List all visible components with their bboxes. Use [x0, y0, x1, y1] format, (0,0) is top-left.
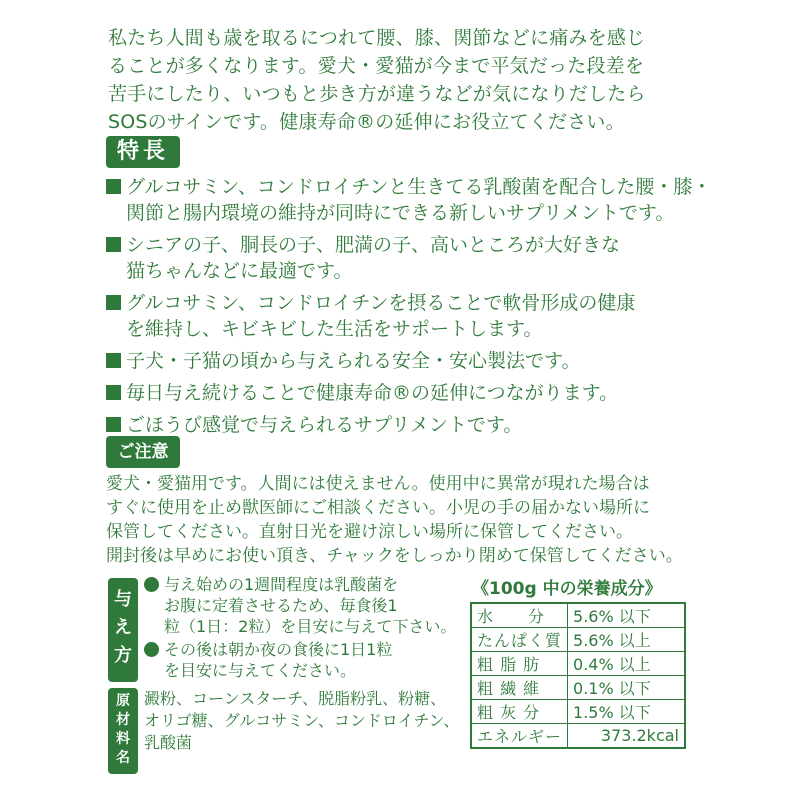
- nutrition-row: [471, 724, 685, 749]
- feature-item: [106, 348, 726, 374]
- howto-label: [108, 578, 138, 682]
- square-bullet-icon: [106, 295, 121, 310]
- feature-line: グルコサミン、コンドロイチンを摂ることで軟骨形成の健康: [126, 292, 636, 314]
- nutrition-value: 1.5% 以下: [568, 700, 685, 724]
- nutrition-row: [471, 700, 685, 724]
- howto-label-char: 方: [114, 645, 132, 666]
- feature-item: [106, 290, 726, 342]
- nutrition-row: [471, 676, 685, 700]
- ingredients-label-char: 料: [116, 731, 130, 747]
- feature-line: グルコサミン、コンドロイチンと生きてる乳酸菌を配合した腰・膝・: [126, 176, 712, 198]
- circle-bullet-icon: [144, 642, 159, 657]
- nutrition-name: 粗 灰 分: [471, 700, 568, 724]
- nutrition-table: [470, 602, 686, 749]
- square-bullet-icon: [106, 179, 121, 194]
- howto-line: 粒（1日：2粒）を目安に与えて下さい。: [164, 617, 457, 636]
- nutrition-value: 5.6% 以上: [568, 628, 685, 652]
- caution-line: すぐに使用を止め獣医師にご相談ください。小児の手の届かない場所に: [106, 498, 650, 518]
- ingredients-label-char: 材: [116, 712, 130, 728]
- caution-label: ご注意: [106, 436, 180, 468]
- ingredients-label-char: 原: [116, 693, 130, 709]
- feature-item: [106, 380, 726, 406]
- nutrition-row: [471, 603, 685, 628]
- howto-item: [144, 639, 464, 681]
- features-label: 特長: [106, 136, 180, 168]
- howto-list: [144, 574, 464, 683]
- nutrition-title: 《100g 中の栄養成分》: [472, 579, 662, 599]
- circle-bullet-icon: [144, 577, 159, 592]
- ingredients-label: [108, 688, 138, 774]
- feature-item: [106, 232, 726, 284]
- ingredients-label-char: 名: [116, 750, 130, 766]
- intro-text: [108, 24, 708, 136]
- nutrition-name: 粗 繊 維: [471, 676, 568, 700]
- nutrition-name: エネルギー: [471, 724, 568, 749]
- intro-line: ることが多くなります。愛犬・愛猫が今まで平気だった段差を: [108, 55, 645, 77]
- feature-line: 子犬・子猫の頃から与えられる安全・安心製法です。: [126, 350, 581, 372]
- howto-item: [144, 574, 464, 637]
- howto-line: 与え始めの1週間程度は乳酸菌を: [164, 575, 399, 594]
- intro-line: 私たち人間も歳を取るにつれて腰、膝、関節などに痛みを感じ: [108, 27, 646, 49]
- howto-label-char: え: [114, 617, 132, 638]
- caution-line: 愛犬・愛猫用です。人間には使えません。使用中に異常が現れた場合は: [106, 474, 650, 494]
- feature-line: ごほうび感覚で与えられるサプリメントです。: [126, 414, 523, 436]
- howto-line: その後は朝か夜の食後に1日1粒: [164, 640, 393, 659]
- nutrition-value: 5.6% 以下: [568, 603, 685, 628]
- square-bullet-icon: [106, 237, 121, 252]
- ingredients-line: オリゴ糖、グルコサミン、コンドロイチン、: [144, 711, 460, 730]
- feature-line: 猫ちゃんなどに最適です。: [126, 260, 353, 282]
- caution-line: 保管してください。直射日光を避け涼しい場所に保管してください。: [106, 522, 633, 542]
- square-bullet-icon: [106, 385, 121, 400]
- caution-text: [106, 472, 726, 568]
- intro-line: 苦手にしたり、いつもと歩き方が違うなどが気になりだしたら: [108, 83, 646, 105]
- square-bullet-icon: [106, 353, 121, 368]
- ingredients-text: [144, 688, 464, 754]
- nutrition-row: [471, 628, 685, 652]
- square-bullet-icon: [106, 417, 121, 432]
- nutrition-row: [471, 652, 685, 676]
- feature-item: [106, 412, 726, 438]
- caution-line: 開封後は早めにお使い頂き、チャックをしっかり閉めて保管してください。: [106, 546, 683, 566]
- howto-line: を目安に与えてください。: [164, 661, 357, 680]
- nutrition-name: たんぱく質: [471, 628, 568, 652]
- howto-label-char: 与: [114, 589, 132, 610]
- ingredients-line: 乳酸菌: [144, 733, 193, 752]
- features-list: [106, 174, 726, 444]
- nutrition-value: 373.2kcal: [568, 724, 685, 749]
- nutrition-name: 粗 脂 肪: [471, 652, 568, 676]
- feature-line: 関節と腸内環境の維持が同時にできる新しいサプリメントです。: [126, 202, 675, 224]
- intro-line: SOSのサインです。健康寿命®の延伸にお役立てください。: [108, 111, 625, 133]
- feature-line: シニアの子、胴長の子、肥満の子、高いところが大好きな: [126, 234, 621, 256]
- nutrition-value: 0.1% 以下: [568, 676, 685, 700]
- nutrition-name: 水 分: [471, 603, 568, 628]
- howto-line: お腹に定着させるため、毎食後1: [164, 596, 398, 615]
- ingredients-line: 澱粉、コーンスターチ、脱脂粉乳、粉糖、: [144, 689, 447, 708]
- nutrition-value: 0.4% 以上: [568, 652, 685, 676]
- feature-line: を維持し、キビキビした生活をサポートします。: [126, 318, 543, 340]
- feature-item: [106, 174, 726, 226]
- feature-line: 毎日与え続けることで健康寿命®の延伸につながります。: [126, 382, 619, 404]
